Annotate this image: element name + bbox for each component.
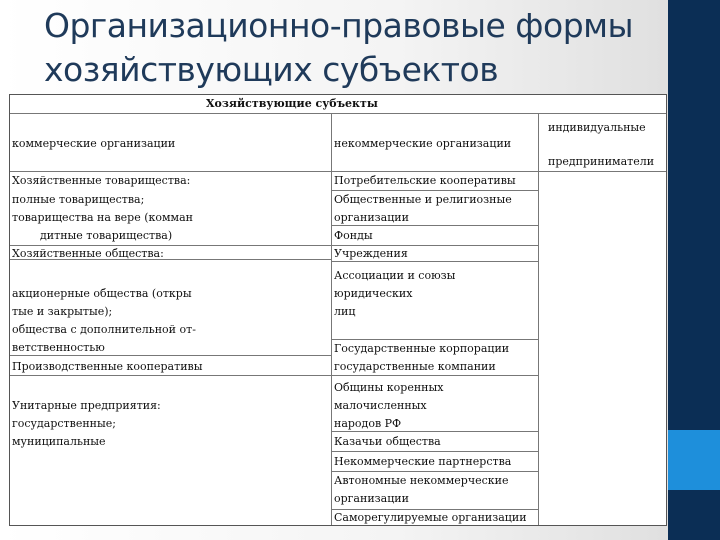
row-divider xyxy=(331,261,538,262)
row-divider xyxy=(331,225,538,226)
column-divider xyxy=(331,113,332,525)
noncommercial-item: малочисленных xyxy=(334,399,427,412)
column-divider xyxy=(538,113,539,525)
row-divider xyxy=(331,471,538,472)
commercial-item: муниципальные xyxy=(12,435,106,448)
commercial-item: государственные; xyxy=(12,417,116,430)
col-header-entrepreneurs-line1: индивидуальные xyxy=(548,121,646,134)
noncommercial-item: Некоммерческие партнерства xyxy=(334,455,512,468)
noncommercial-item: лиц xyxy=(334,305,356,318)
row-divider xyxy=(10,171,666,172)
row-divider xyxy=(331,245,538,246)
slide-title xyxy=(44,4,684,92)
noncommercial-item: Фонды xyxy=(334,229,373,242)
noncommercial-item: Казачьи общества xyxy=(334,435,441,448)
noncommercial-item: Ассоциации и союзы xyxy=(334,269,456,282)
noncommercial-item: организации xyxy=(334,492,409,505)
slide-accent-block xyxy=(668,430,720,490)
slide-title-line1: Организационно-правовые формы xyxy=(44,6,634,45)
noncommercial-item: Общины коренных xyxy=(334,381,444,394)
commercial-item: дитные товарищества) xyxy=(40,229,173,242)
commercial-item: Производственные кооперативы xyxy=(12,360,203,373)
noncommercial-item: организации xyxy=(334,211,409,224)
row-divider xyxy=(331,190,538,191)
row-divider xyxy=(331,451,538,452)
noncommercial-item: Потребительские кооперативы xyxy=(334,174,516,187)
col-header-entrepreneurs-line2: предприниматели xyxy=(548,155,655,168)
row-divider xyxy=(331,375,538,376)
col-header-noncommercial: некоммерческие организации xyxy=(334,137,512,150)
row-divider xyxy=(331,509,538,510)
commercial-item: товарищества на вере (комман xyxy=(12,211,193,224)
table-header: Хозяйствующие субъекты xyxy=(206,97,378,110)
noncommercial-item: народов РФ xyxy=(334,417,402,430)
noncommercial-item: Общественные и религиозные xyxy=(334,193,512,206)
row-divider xyxy=(331,339,538,340)
noncommercial-item: юридических xyxy=(334,287,413,300)
col-header-commercial: коммерческие организации xyxy=(12,137,176,150)
commercial-item: ветственностью xyxy=(12,341,105,354)
noncommercial-item: Учреждения xyxy=(334,247,408,260)
noncommercial-item: государственные компании xyxy=(334,360,496,373)
noncommercial-item: Саморегулируемые организации xyxy=(334,511,527,524)
slide-title-line2: хозяйствующих субъектов xyxy=(44,50,499,89)
row-divider xyxy=(10,245,331,246)
commercial-item: полные товарищества; xyxy=(12,193,145,206)
row-divider xyxy=(331,431,538,432)
commercial-item: Хозяйственные общества: xyxy=(12,247,164,260)
noncommercial-item: Государственные корпорации xyxy=(334,342,510,355)
commercial-item: тые и закрытые); xyxy=(12,305,113,318)
commercial-item: Унитарные предприятия: xyxy=(12,399,161,412)
commercial-item: общества с дополнительной от- xyxy=(12,323,196,336)
commercial-item: акционерные общества (откры xyxy=(12,287,192,300)
noncommercial-item: Автономные некоммерческие xyxy=(334,474,509,487)
row-divider xyxy=(10,113,666,114)
entities-table xyxy=(9,94,667,526)
commercial-item: Хозяйственные товарищества: xyxy=(12,174,191,187)
row-divider xyxy=(10,355,331,356)
row-divider xyxy=(10,375,331,376)
